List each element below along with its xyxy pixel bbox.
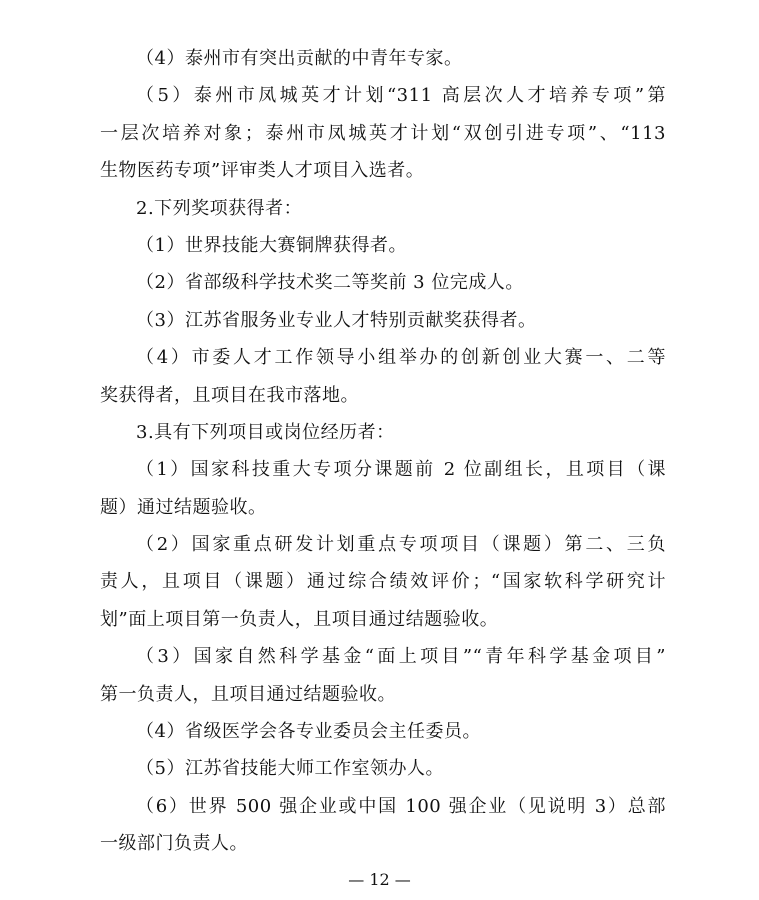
section-heading: 3.具有下列项目或岗位经历者： — [136, 421, 395, 443]
section-heading: 2.下列奖项获得者： — [136, 197, 303, 219]
text-line: 奖获得者，且项目在我市落地。 — [100, 384, 359, 406]
text-line: （1）国家科技重大专项分课题前 2 位副组长，且项目（课 — [136, 459, 666, 481]
text-line: （6）世界 500 强企业或中国 100 强企业（见说明 3）总部 — [136, 795, 666, 817]
text-line: （4）市委人才工作领导小组举办的创新创业大赛一、二等 — [136, 347, 666, 369]
text-line: （5）江苏省技能大师工作室领办人。 — [136, 758, 444, 780]
page-number: — 12 — — [348, 870, 411, 889]
document-body — [100, 40, 666, 863]
text-line: 一层次培养对象；泰州市凤城英才计划“双创引进专项”、“113 — [100, 122, 666, 144]
text-line: （2）省部级科学技术奖二等奖前 3 位完成人。 — [136, 272, 524, 294]
text-line: 题）通过结题验收。 — [100, 496, 267, 518]
text-line: （4）泰州市有突出贡献的中青年专家。 — [136, 48, 463, 69]
text-line: （3）江苏省服务业专业人才特别贡献奖获得者。 — [136, 309, 537, 331]
text-line: 责人，且项目（课题）通过综合绩效评价；“国家软科学研究计 — [100, 571, 666, 593]
text-line: （3）国家自然科学基金“面上项目”“青年科学基金项目” — [136, 646, 666, 668]
text-line: （5）泰州市凤城英才计划“311 高层次人才培养专项”第 — [136, 85, 666, 107]
text-line: 一级部门负责人。 — [100, 833, 248, 855]
text-line: 划”面上项目第一负责人，且项目通过结题验收。 — [100, 608, 499, 630]
text-line: 第一负责人，且项目通过结题验收。 — [100, 683, 396, 705]
text-line: （2）国家重点研发计划重点专项项目（课题）第二、三负 — [136, 534, 666, 556]
text-line: （1）世界技能大赛铜牌获得者。 — [136, 234, 407, 256]
text-line: 生物医药专项”评审类人才项目入选者。 — [100, 160, 425, 182]
text-line: （4）省级医学会各专业委员会主任委员。 — [136, 721, 481, 743]
